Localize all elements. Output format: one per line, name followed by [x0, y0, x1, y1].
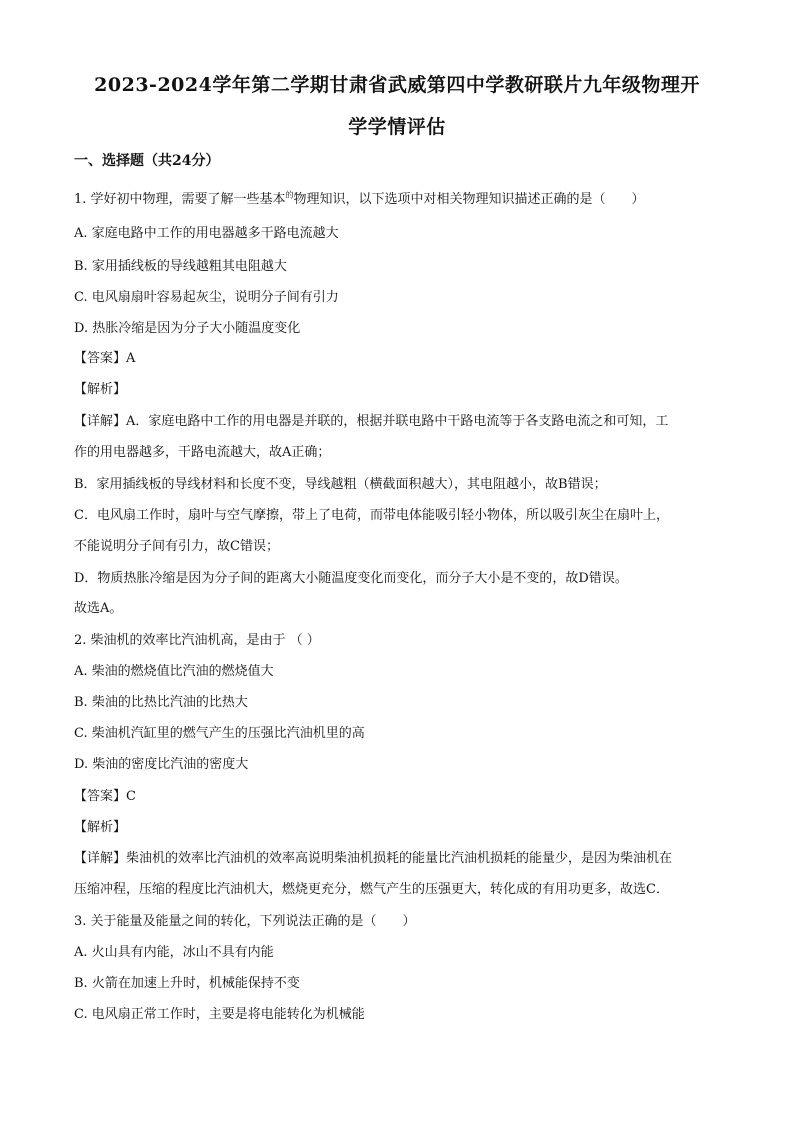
q1-detail-line-7: 故选A。	[74, 601, 123, 616]
q2-detail-line-1: 【详解】柴油机的效率比汽油机的效率高说明柴油机损耗的能量比汽油机损耗的能量少，是因为柴油机在	[74, 851, 673, 866]
q1-detail-line-5: 不能说明分子间有引力，故C错误；	[74, 539, 279, 554]
q2-answer: 【答案】C	[74, 789, 136, 804]
q3-option-a: A. 火山具有内能，冰山不具有内能	[74, 945, 274, 960]
q1-option-d: D. 热胀冷缩是因为分子大小随温度变化	[74, 321, 301, 336]
q1-detail-line-6: D．物质热胀冷缩是因为分子间的距离大小随温度变化而变化，而分子大小是不变的，故D错误。	[74, 571, 628, 586]
q2-option-c: C. 柴油机汽缸里的燃气产生的压强比汽油机里的高	[74, 726, 365, 741]
q1-analysis-label: 【解析】	[74, 382, 127, 397]
q2-analysis-label: 【解析】	[74, 820, 127, 835]
q1-detail-line-2: 作的用电器越多，干路电流越大，故A正确；	[74, 445, 331, 460]
q1-option-a: A. 家庭电路中工作的用电器越多干路电流越大	[74, 226, 339, 241]
q2-option-b: B. 柴油的比热比汽油的比热大	[74, 695, 248, 710]
document-title-line-1: 2023-2024学年第二学期甘肃省武威第四中学教研联片九年级物理开	[94, 74, 700, 96]
q2-option-d: D. 柴油的密度比汽油的密度大	[74, 757, 249, 772]
q3-option-b: B. 火箭在加速上升时，机械能保持不变	[74, 976, 300, 991]
q1-option-b: B. 家用插线板的导线越粗其电阻越大	[74, 259, 287, 274]
q1-answer: 【答案】A	[74, 351, 136, 366]
q1-stem-part-b: 物理知识，以下选项中对相关物理知识描述正确的是（ ）	[293, 192, 645, 207]
document-title-line-2: 学学情评估	[348, 116, 446, 138]
q3-option-c: C. 电风扇正常工作时，主要是将电能转化为机械能	[74, 1007, 365, 1022]
q1-detail-line-1: 【详解】A．家庭电路中工作的用电器是并联的，根据并联电路中干路电流等于各支路电流之和可知，工	[74, 414, 669, 429]
section-heading: 一、选择题（共24分）	[74, 153, 220, 169]
q1-detail-line-4: C．电风扇工作时，扇叶与空气摩擦，带上了电荷，而带电体能吸引轻小物体，所以吸引灰尘在扇叶上，	[74, 508, 669, 523]
q1-stem	[74, 188, 645, 207]
q2-stem: 2. 柴油机的效率比汽油机高，是由于 （ ）	[74, 633, 320, 648]
q1-detail-line-3: B．家用插线板的导线材料和长度不变，导线越粗（横截面积越大），其电阻越小，故B错误；	[74, 477, 607, 492]
q3-stem: 3. 关于能量及能量之间的转化，下列说法正确的是（ ）	[74, 914, 416, 929]
q1-stem-part-a: 1. 学好初中物理，需要了解一些基本	[74, 192, 286, 207]
q1-option-c: C. 电风扇扇叶容易起灰尘，说明分子间有引力	[74, 290, 339, 305]
q2-option-a: A. 柴油的燃烧值比汽油的燃烧值大	[74, 664, 274, 679]
q1-stem-superscript: 的	[285, 190, 294, 200]
q2-detail-line-2: 压缩冲程，压缩的程度比汽油机大，燃烧更充分，燃气产生的压强更大，转化成的有用功更多，故选C．	[74, 882, 669, 897]
